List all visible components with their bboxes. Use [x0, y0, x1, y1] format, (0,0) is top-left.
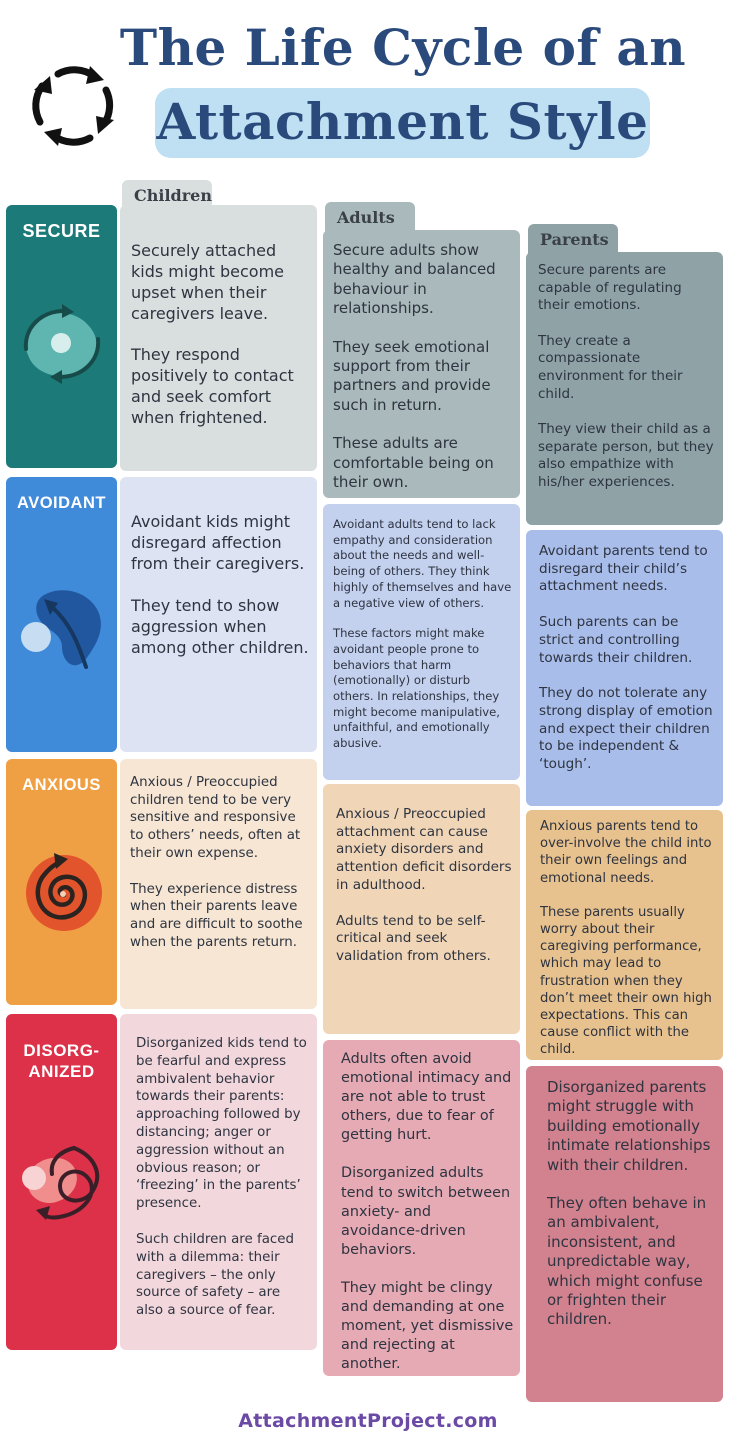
- secure-children-text-1: Securely attached kids might become upset when their caregivers leave.: [131, 241, 284, 323]
- disorganized-children-text-1: Disorganized kids tend to be fearful and express ambivalent behavior towards their parents: approaching followed by distancing; anger or aggression without an obvious reason; or ‘freezing’ in the parents’ presence.: [136, 1036, 307, 1212]
- avoidant-blob-icon: [16, 581, 108, 673]
- anxious-adults-text-2: Adults tend to be self-critical and seek validation from others.: [336, 912, 491, 964]
- anxious-children-text-1: Anxious / Preoccupied children tend to be very sensitive and responsive to others’ needs, often at their own expense.: [130, 775, 301, 861]
- avoidant-children-text-1: Avoidant kids might disregard affection from their caregivers.: [131, 512, 305, 573]
- secure-adults-text-1: Secure adults show healthy and balanced behaviour in relationships.: [333, 241, 496, 318]
- disorganized-children-text-2: Such children are faced with a dilemma: their caregivers – the only source of safety – are also a source of fear.: [136, 1231, 295, 1319]
- secure-children-card: [120, 205, 317, 471]
- secure-children-text-2: They respond positively to contact and seek comfort when frightened.: [131, 345, 294, 427]
- anxious-children-card: [120, 759, 317, 1009]
- avoidant-children-text-2: They tend to show aggression when among other children.: [131, 596, 309, 657]
- anxious-children-text-2: They experience distress when their parents leave and are difficult to soothe when the parents return.: [130, 881, 303, 950]
- secure-blob-icon: [16, 303, 108, 385]
- avoidant-parents-card: [526, 530, 723, 806]
- secure-parents-card: [526, 252, 723, 525]
- disorganized-children-card: [120, 1014, 317, 1350]
- avoidant-adults-text-2: These factors might make avoidant people prone to behaviors that harm (emotionally) or disturb others. In relationships, they might become manipulative, unfaithful, and emotionally abusive.: [333, 626, 500, 751]
- disorganized-loop-icon: [14, 1140, 108, 1224]
- column-header-parents: Parents: [528, 224, 618, 264]
- row-label-disorganized-line-1: DISORG-: [23, 1041, 100, 1060]
- secure-parents-text-1: Secure parents are capable of regulating their emotions.: [538, 262, 682, 314]
- column-header-children: Children: [122, 180, 212, 220]
- row-label-secure-text: SECURE: [22, 221, 101, 241]
- cycle-arrows-icon: [28, 60, 118, 150]
- row-label-disorganized-line-2: ANIZED: [28, 1062, 95, 1081]
- anxious-parents-text-2: These parents usually worry about their caregiving performance, which may lead to frustration when they don’t meet their own high expectations. This can cause conflict with the child.: [540, 904, 712, 1058]
- avoidant-adults-text-1: Avoidant adults tend to lack empathy and consideration about the needs and well-being of others. They think highly of themselves and have a negative view of others.: [333, 517, 512, 610]
- disorganized-adults-text-2: Disorganized adults tend to switch between anxiety- and avoidance-driven behaviors.: [341, 1165, 511, 1258]
- anxious-parents-text-1: Anxious parents tend to over-involve the child into their own feelings and emotional needs.: [540, 819, 712, 886]
- avoidant-children-card: [120, 477, 317, 752]
- avoidant-adults-card: [323, 504, 520, 780]
- avoidant-parents-text-3: They do not tolerate any strong display of emotion and expect their children to be independent & ‘tough’.: [539, 685, 713, 773]
- secure-parents-text-3: They view their child as a separate person, but they also empathize with his/her experiences.: [538, 421, 714, 490]
- row-label-disorganized: [6, 1014, 117, 1350]
- secure-adults-card: [323, 230, 520, 498]
- disorganized-parents-card: [526, 1066, 723, 1402]
- disorganized-parents-text-2: They often behave in an ambivalent, inconsistent, and unpredictable way, which might confuse or frighten their children.: [547, 1194, 707, 1329]
- anxious-adults-text-1: Anxious / Preoccupied attachment can cause anxiety disorders and attention deficit disorders in adulthood.: [336, 806, 512, 893]
- row-label-anxious: [6, 759, 117, 1005]
- secure-parents-text-2: They create a compassionate environment for their child.: [538, 332, 683, 402]
- row-label-anxious-text: ANXIOUS: [22, 776, 101, 794]
- secure-adults-text-3: These adults are comfortable being on their own.: [333, 434, 494, 492]
- column-header-adults: Adults: [325, 202, 415, 242]
- secure-adults-text-2: They seek emotional support from their partners and provide such in return.: [333, 337, 491, 414]
- row-label-avoidant-text: AVOIDANT: [17, 494, 106, 512]
- row-label-secure: [6, 205, 117, 468]
- avoidant-parents-text-2: Such parents can be strict and controlling towards their children.: [539, 614, 693, 666]
- avoidant-parents-text-1: Avoidant parents tend to disregard their child’s attachment needs.: [539, 543, 708, 595]
- disorganized-adults-text-3: They might be clingy and demanding at one moment, yet dismissive and rejecting at another.: [341, 1279, 514, 1373]
- footer-website: AttachmentProject.com: [238, 1410, 498, 1432]
- row-label-avoidant: [6, 477, 117, 752]
- page-title-line-1: The Life Cycle of an: [119, 18, 687, 77]
- anxious-parents-card: [526, 810, 723, 1060]
- disorganized-parents-text-1: Disorganized parents might struggle with building emotionally intimate relationships with their children.: [547, 1078, 711, 1174]
- page-title-line-2: Attachment Style: [156, 92, 649, 151]
- anxious-spiral-icon: [18, 843, 106, 933]
- disorganized-adults-card: [323, 1040, 520, 1376]
- disorganized-adults-text-1: Adults often avoid emotional intimacy and are not able to trust others, due to fear of getting hurt.: [341, 1051, 512, 1144]
- anxious-adults-card: [323, 784, 520, 1034]
